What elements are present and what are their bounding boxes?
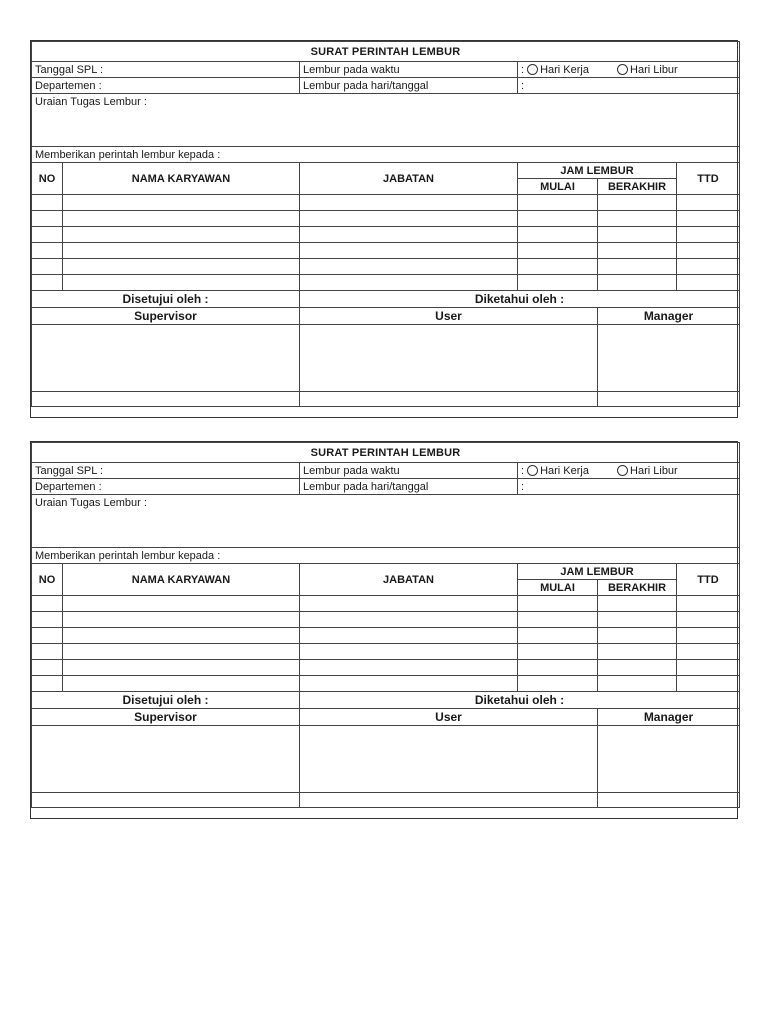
form-title: SURAT PERINTAH LEMBUR xyxy=(32,42,740,62)
col-jam-header: JAM LEMBUR xyxy=(518,564,677,580)
supervisor-label: Supervisor xyxy=(32,308,300,325)
perintah-label: Memberikan perintah lembur kepada : xyxy=(32,548,740,564)
hari-kerja-radio[interactable] xyxy=(527,64,538,75)
supervisor-name-field[interactable] xyxy=(32,392,300,407)
col-no-header: NO xyxy=(32,564,63,596)
berakhir-cell[interactable] xyxy=(598,195,677,211)
diketahui-label: Diketahui oleh : xyxy=(300,291,740,308)
nama-cell[interactable] xyxy=(63,612,300,628)
lembur-waktu-label: Lembur pada waktu xyxy=(300,62,518,78)
supervisor-signature-box[interactable] xyxy=(32,325,300,392)
jabatan-cell[interactable] xyxy=(300,612,518,628)
ttd-cell[interactable] xyxy=(677,243,740,259)
employee-row xyxy=(32,243,740,259)
employee-rows xyxy=(32,596,740,692)
user-signature-box[interactable] xyxy=(300,726,598,793)
employee-row xyxy=(32,628,740,644)
jabatan-cell[interactable] xyxy=(300,596,518,612)
employee-row xyxy=(32,195,740,211)
user-label: User xyxy=(300,308,598,325)
lembur-waktu-options xyxy=(518,463,740,479)
col-berakhir-header: BERAKHIR xyxy=(598,179,677,195)
jabatan-cell[interactable] xyxy=(300,676,518,692)
supervisor-name-field[interactable] xyxy=(32,793,300,808)
nama-cell[interactable] xyxy=(63,596,300,612)
overtime-form-table xyxy=(31,41,740,407)
no-cell[interactable] xyxy=(32,660,63,676)
lembur-waktu-label: Lembur pada waktu xyxy=(300,463,518,479)
col-ttd-header: TTD xyxy=(677,163,740,195)
nama-cell[interactable] xyxy=(63,660,300,676)
mulai-cell[interactable] xyxy=(518,628,598,644)
mulai-cell[interactable] xyxy=(518,195,598,211)
jabatan-cell[interactable] xyxy=(300,211,518,227)
user-signature-box[interactable] xyxy=(300,325,598,392)
col-ttd-header: TTD xyxy=(677,564,740,596)
no-cell[interactable] xyxy=(32,275,63,291)
ttd-cell[interactable] xyxy=(677,259,740,275)
mulai-cell[interactable] xyxy=(518,243,598,259)
jabatan-cell[interactable] xyxy=(300,644,518,660)
uraian-tugas-field[interactable]: Uraian Tugas Lembur : xyxy=(32,94,740,147)
berakhir-cell[interactable] xyxy=(598,644,677,660)
ttd-cell[interactable] xyxy=(677,644,740,660)
nama-cell[interactable] xyxy=(63,211,300,227)
mulai-cell[interactable] xyxy=(518,596,598,612)
berakhir-cell[interactable] xyxy=(598,227,677,243)
hari-libur-label: Hari Libur xyxy=(630,63,678,76)
diketahui-label: Diketahui oleh : xyxy=(300,692,740,709)
manager-name-field[interactable] xyxy=(598,793,740,808)
nama-cell[interactable] xyxy=(63,275,300,291)
no-cell[interactable] xyxy=(32,211,63,227)
lembur-hari-tanggal-field[interactable] xyxy=(518,479,740,495)
jabatan-cell[interactable] xyxy=(300,195,518,211)
col-nama-header: NAMA KARYAWAN xyxy=(63,564,300,596)
ttd-cell[interactable] xyxy=(677,275,740,291)
colon-text: : xyxy=(521,464,525,477)
mulai-cell[interactable] xyxy=(518,211,598,227)
manager-label: Manager xyxy=(598,308,740,325)
colon-text: : xyxy=(521,79,525,92)
jabatan-cell[interactable] xyxy=(300,227,518,243)
employee-rows xyxy=(32,195,740,291)
disetujui-label: Disetujui oleh : xyxy=(32,692,300,709)
departemen-field[interactable]: Departemen : xyxy=(32,78,300,94)
col-no-header: NO xyxy=(32,163,63,195)
nama-cell[interactable] xyxy=(63,227,300,243)
no-cell[interactable] xyxy=(32,612,63,628)
ttd-cell[interactable] xyxy=(677,660,740,676)
user-label: User xyxy=(300,709,598,726)
employee-row xyxy=(32,259,740,275)
overtime-form-table xyxy=(31,442,740,808)
berakhir-cell[interactable] xyxy=(598,660,677,676)
mulai-cell[interactable] xyxy=(518,275,598,291)
col-berakhir-header: BERAKHIR xyxy=(598,580,677,596)
mulai-cell[interactable] xyxy=(518,660,598,676)
nama-cell[interactable] xyxy=(63,195,300,211)
mulai-cell[interactable] xyxy=(518,259,598,275)
hari-kerja-label: Hari Kerja xyxy=(540,63,589,76)
colon-text: : xyxy=(521,480,525,493)
no-cell[interactable] xyxy=(32,676,63,692)
form-title: SURAT PERINTAH LEMBUR xyxy=(32,443,740,463)
col-nama-header: NAMA KARYAWAN xyxy=(63,163,300,195)
hari-libur-radio[interactable] xyxy=(617,64,628,75)
no-cell[interactable] xyxy=(32,227,63,243)
ttd-cell[interactable] xyxy=(677,227,740,243)
berakhir-cell[interactable] xyxy=(598,676,677,692)
manager-signature-box[interactable] xyxy=(598,325,740,392)
berakhir-cell[interactable] xyxy=(598,243,677,259)
employee-row xyxy=(32,676,740,692)
ttd-cell[interactable] xyxy=(677,195,740,211)
col-jabatan-header: JABATAN xyxy=(300,163,518,195)
departemen-field[interactable]: Departemen : xyxy=(32,479,300,495)
overtime-form-1 xyxy=(30,40,738,418)
no-cell[interactable] xyxy=(32,596,63,612)
user-name-field[interactable] xyxy=(300,793,598,808)
jabatan-cell[interactable] xyxy=(300,660,518,676)
employee-row xyxy=(32,211,740,227)
berakhir-cell[interactable] xyxy=(598,628,677,644)
no-cell[interactable] xyxy=(32,259,63,275)
col-jam-header: JAM LEMBUR xyxy=(518,163,677,179)
manager-name-field[interactable] xyxy=(598,392,740,407)
no-cell[interactable] xyxy=(32,644,63,660)
no-cell[interactable] xyxy=(32,243,63,259)
nama-cell[interactable] xyxy=(63,628,300,644)
overtime-form-2 xyxy=(30,441,738,819)
supervisor-label: Supervisor xyxy=(32,709,300,726)
ttd-cell[interactable] xyxy=(677,612,740,628)
jabatan-cell[interactable] xyxy=(300,275,518,291)
hari-kerja-radio[interactable] xyxy=(527,465,538,476)
employee-row xyxy=(32,660,740,676)
hari-libur-label: Hari Libur xyxy=(630,464,678,477)
no-cell[interactable] xyxy=(32,628,63,644)
mulai-cell[interactable] xyxy=(518,612,598,628)
jabatan-cell[interactable] xyxy=(300,259,518,275)
manager-signature-box[interactable] xyxy=(598,726,740,793)
employee-row xyxy=(32,227,740,243)
disetujui-label: Disetujui oleh : xyxy=(32,291,300,308)
ttd-cell[interactable] xyxy=(677,676,740,692)
lembur-hari-tanggal-label: Lembur pada hari/tanggal xyxy=(300,479,518,495)
perintah-label: Memberikan perintah lembur kepada : xyxy=(32,147,740,163)
tanggal-spl-field[interactable]: Tanggal SPL : xyxy=(32,62,300,78)
lembur-hari-tanggal-label: Lembur pada hari/tanggal xyxy=(300,78,518,94)
mulai-cell[interactable] xyxy=(518,676,598,692)
nama-cell[interactable] xyxy=(63,644,300,660)
nama-cell[interactable] xyxy=(63,243,300,259)
berakhir-cell[interactable] xyxy=(598,259,677,275)
col-jabatan-header: JABATAN xyxy=(300,564,518,596)
tanggal-spl-field[interactable]: Tanggal SPL : xyxy=(32,463,300,479)
uraian-tugas-field[interactable]: Uraian Tugas Lembur : xyxy=(32,495,740,548)
ttd-cell[interactable] xyxy=(677,211,740,227)
hari-libur-radio[interactable] xyxy=(617,465,628,476)
employee-row xyxy=(32,275,740,291)
berakhir-cell[interactable] xyxy=(598,211,677,227)
user-name-field[interactable] xyxy=(300,392,598,407)
mulai-cell[interactable] xyxy=(518,644,598,660)
manager-label: Manager xyxy=(598,709,740,726)
berakhir-cell[interactable] xyxy=(598,596,677,612)
hari-kerja-label: Hari Kerja xyxy=(540,464,589,477)
lembur-hari-tanggal-field[interactable] xyxy=(518,78,740,94)
nama-cell[interactable] xyxy=(63,676,300,692)
berakhir-cell[interactable] xyxy=(598,275,677,291)
col-mulai-header: MULAI xyxy=(518,580,598,596)
mulai-cell[interactable] xyxy=(518,227,598,243)
no-cell[interactable] xyxy=(32,195,63,211)
berakhir-cell[interactable] xyxy=(598,612,677,628)
lembur-waktu-options xyxy=(518,62,740,78)
supervisor-signature-box[interactable] xyxy=(32,726,300,793)
nama-cell[interactable] xyxy=(63,259,300,275)
ttd-cell[interactable] xyxy=(677,628,740,644)
jabatan-cell[interactable] xyxy=(300,243,518,259)
employee-row xyxy=(32,612,740,628)
ttd-cell[interactable] xyxy=(677,596,740,612)
employee-row xyxy=(32,644,740,660)
colon-text: : xyxy=(521,63,525,76)
employee-row xyxy=(32,596,740,612)
col-mulai-header: MULAI xyxy=(518,179,598,195)
jabatan-cell[interactable] xyxy=(300,628,518,644)
